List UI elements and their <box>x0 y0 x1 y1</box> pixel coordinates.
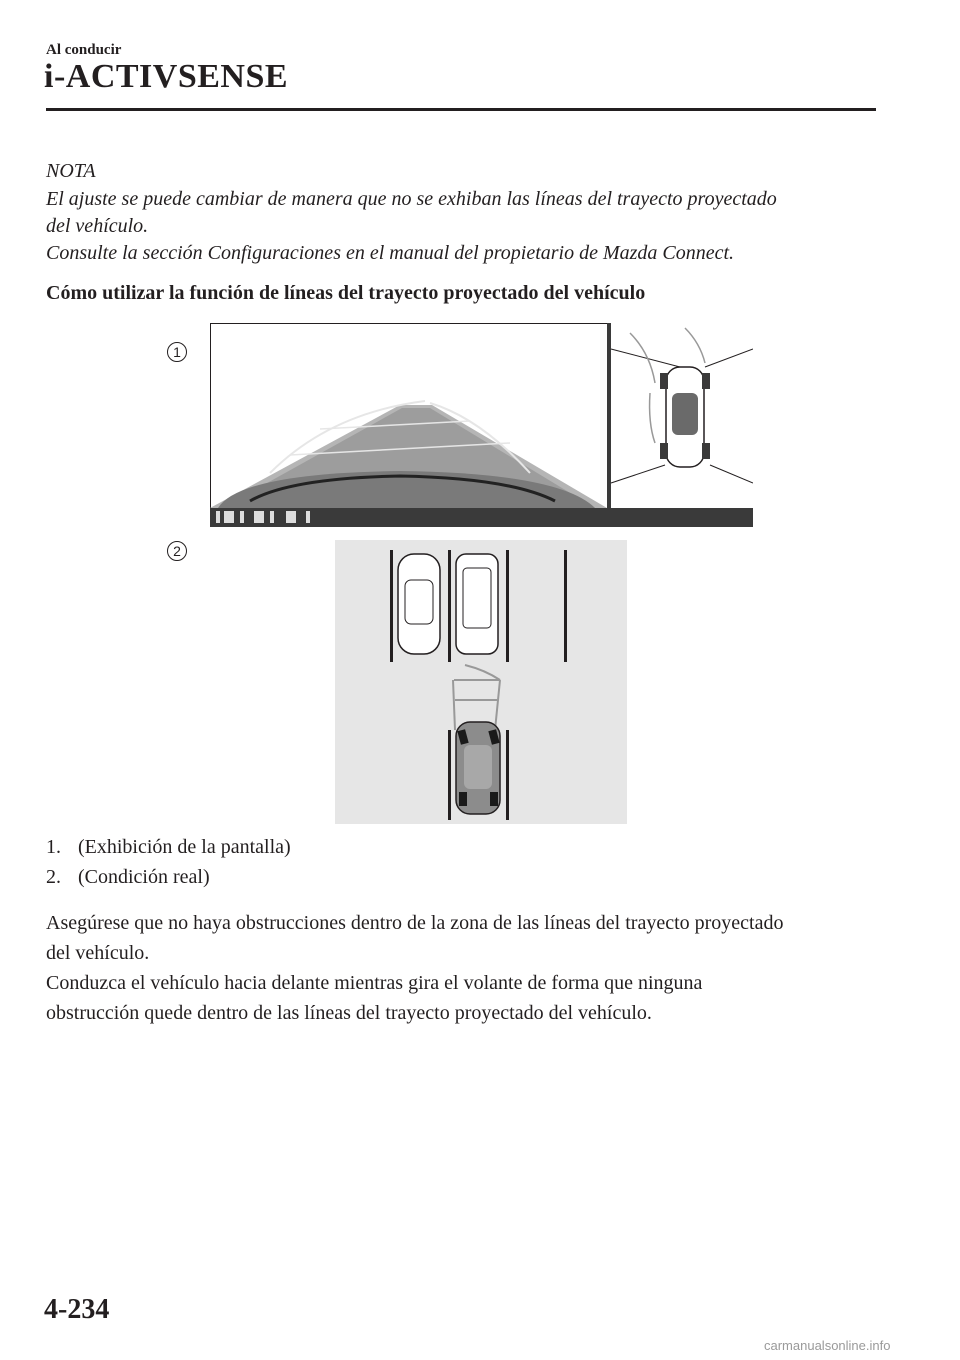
header-divider <box>46 108 876 111</box>
body-line: del vehículo. <box>46 942 150 964</box>
subheading: Cómo utilizar la función de líneas del trayecto proyectado del vehículo <box>46 282 646 304</box>
note-line: Consulte la sección Configuraciones en el manual del propietario de Mazda Connect. <box>46 242 735 264</box>
watermark: carmanualsonline.info <box>764 1338 891 1353</box>
actual-condition-figure <box>335 540 627 824</box>
note-title: NOTA <box>46 160 96 182</box>
note-line: del vehículo. <box>46 215 149 237</box>
callout-2-label: 2 <box>173 543 181 559</box>
body-line: obstrucción quede dentro de las líneas del trayecto proyectado del vehículo. <box>46 1002 652 1024</box>
body-line: Conduzca el vehículo hacia delante mientras gira el volante de forma que ninguna <box>46 972 703 994</box>
legend-number: 1. <box>46 836 61 858</box>
legend-item <box>46 862 291 892</box>
legend-item <box>46 832 291 862</box>
legend-text: (Condición real) <box>78 866 210 888</box>
section-title: Al conducir <box>46 42 122 58</box>
page-number: 4-234 <box>44 1294 110 1325</box>
body-line: Asegúrese que no haya obstrucciones dentro de la zona de las líneas del trayecto proyectado <box>46 912 784 934</box>
legend-text: (Exhibición de la pantalla) <box>78 836 291 858</box>
callout-1 <box>166 341 188 363</box>
body-paragraph <box>46 908 896 1028</box>
note-body <box>46 186 886 267</box>
figure-legend <box>46 832 291 892</box>
callout-1-label: 1 <box>173 344 181 360</box>
display-screen-figure <box>210 323 753 527</box>
note-line: El ajuste se puede cambiar de manera que no se exhiban las líneas del trayecto proyectado <box>46 188 777 210</box>
callout-2 <box>166 540 188 562</box>
legend-number: 2. <box>46 866 61 888</box>
chapter-title: i-ACTIVSENSE <box>44 58 289 95</box>
